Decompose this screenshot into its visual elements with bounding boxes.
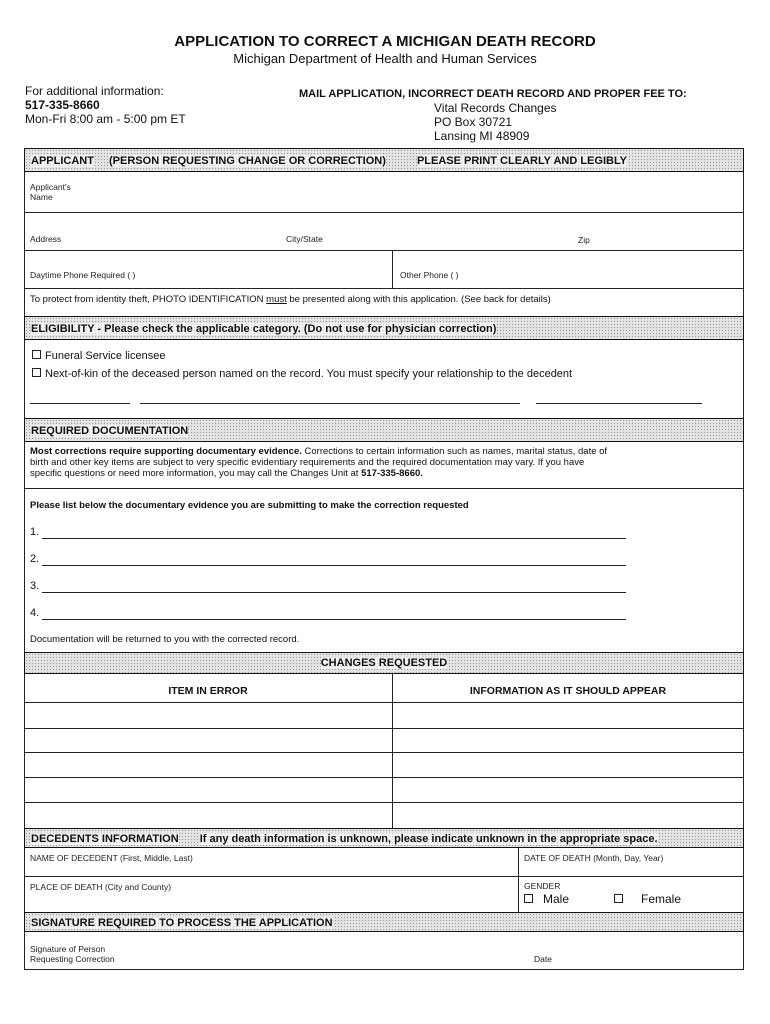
mail-addr-line2: PO Box 30721	[434, 115, 513, 129]
rule	[24, 212, 744, 213]
applicant-name-label-2: Name	[30, 192, 53, 202]
agency-name: Michigan Department of Health and Human Services	[233, 51, 537, 66]
signature-label	[30, 944, 115, 964]
signature-band-text: SIGNATURE REQUIRED TO PROCESS THE APPLICATION	[31, 917, 333, 929]
changes-row[interactable]	[24, 777, 744, 778]
rule	[24, 876, 744, 877]
photo-id-post: be presented along with this application. (See back for details)	[286, 294, 551, 305]
evidence-item-number: 2.	[30, 553, 40, 565]
info-hours: Mon-Fri 8:00 am - 5:00 pm ET	[25, 112, 186, 126]
evidence-line-2[interactable]	[42, 565, 626, 566]
evidence-item-number: 3.	[30, 580, 40, 592]
documentation-para-1: Corrections to certain information such as names, marital status, date of	[301, 446, 608, 457]
mailing-address	[434, 101, 557, 143]
funeral-licensee-checkbox[interactable]	[32, 350, 41, 359]
signature-band	[24, 912, 744, 932]
changes-row[interactable]	[24, 752, 744, 753]
mail-instruction: MAIL APPLICATION, INCORRECT DEATH RECORD AND PROPER FEE TO:	[299, 88, 687, 100]
other-phone-label: Other Phone ( )	[400, 270, 459, 280]
decedent-band-left: DECEDENTS INFORMATION	[31, 833, 179, 845]
relationship-line[interactable]	[536, 403, 702, 404]
date-of-death-label: DATE OF DEATH (Month, Day, Year)	[524, 853, 664, 863]
documentation-return-note: Documentation will be returned to you with the corrected record.	[30, 634, 300, 645]
rule	[392, 250, 393, 288]
applicant-name-label-1: Applicant's	[30, 182, 71, 192]
documentation-para-2: birth and other key items are subject to very specific evidentiary requirements and the required documentation may vary. If you have	[30, 457, 585, 468]
rule	[24, 702, 744, 703]
col-info-should-appear: INFORMATION AS IT SHOULD APPEAR	[469, 685, 667, 697]
female-checkbox[interactable]	[614, 894, 623, 903]
relationship-line[interactable]	[30, 403, 130, 404]
photo-id-must: must	[266, 294, 287, 305]
documentation-paragraph	[30, 446, 742, 479]
gender-label: GENDER	[524, 881, 561, 891]
evidence-line-1[interactable]	[42, 538, 626, 539]
gender-male-option[interactable]	[524, 893, 569, 906]
gender-female-option[interactable]	[614, 893, 681, 906]
form-title: APPLICATION TO CORRECT A MICHIGAN DEATH RECORD	[174, 33, 596, 50]
rule	[392, 674, 393, 828]
eligibility-option-funeral[interactable]	[32, 350, 165, 363]
changes-row[interactable]	[24, 802, 744, 803]
next-of-kin-label: Next-of-kin of the deceased person named on the record. You must specify your relationship to the decedent	[45, 368, 573, 380]
documentation-band-text: REQUIRED DOCUMENTATION	[31, 425, 189, 437]
documentation-band	[24, 418, 744, 442]
photo-id-notice	[30, 294, 551, 305]
changes-band	[24, 652, 744, 674]
decedent-band-right: If any death information is unknown, please indicate unknown in the appropriate space.	[199, 833, 658, 845]
eligibility-band	[24, 316, 744, 340]
info-label: For additional information:	[25, 84, 164, 98]
next-of-kin-checkbox[interactable]	[32, 368, 41, 377]
evidence-list-heading: Please list below the documentary evidence you are submitting to make the correction requested	[30, 500, 469, 511]
female-label: Female	[641, 892, 682, 906]
funeral-licensee-label: Funeral Service licensee	[45, 350, 166, 362]
rule	[518, 848, 519, 912]
applicant-band-right: PLEASE PRINT CLEARLY AND LEGIBLY	[416, 155, 627, 167]
rule	[24, 250, 744, 251]
evidence-item-number: 4.	[30, 607, 40, 619]
signature-label-2: Requesting Correction	[30, 954, 115, 964]
daytime-phone-label: Daytime Phone Required ( )	[30, 270, 136, 280]
applicant-name-label	[30, 182, 71, 202]
rule	[24, 488, 744, 489]
mail-addr-line1: Vital Records Changes	[434, 101, 557, 115]
photo-id-pre: To protect from identity theft, PHOTO IDENTIFICATION	[30, 294, 267, 305]
signature-label-1: Signature of Person	[30, 944, 106, 954]
documentation-para-bold: Most corrections require supporting documentary evidence.	[30, 446, 302, 457]
eligibility-option-next-of-kin[interactable]	[32, 368, 572, 381]
changes-row[interactable]	[24, 728, 744, 729]
mail-addr-line3: Lansing MI 48909	[434, 129, 530, 143]
applicant-band	[24, 148, 744, 172]
decedent-name-label: NAME OF DECEDENT (First, Middle, Last)	[30, 853, 193, 863]
male-checkbox[interactable]	[524, 894, 533, 903]
col-item-in-error: ITEM IN ERROR	[168, 685, 248, 697]
address-label: Address	[30, 234, 62, 244]
eligibility-band-text: ELIGIBILITY - Please check the applicable category. (Do not use for physician correction)	[31, 323, 497, 335]
applicant-band-left: APPLICANT	[31, 155, 94, 167]
relationship-line[interactable]	[140, 403, 520, 404]
applicant-band-middle: (PERSON REQUESTING CHANGE OR CORRECTION)	[109, 155, 386, 167]
contact-info	[25, 84, 186, 126]
documentation-para-3: specific questions or need more information, you may call the Changes Unit at	[30, 468, 362, 479]
evidence-line-4[interactable]	[42, 619, 626, 620]
place-of-death-label: PLACE OF DEATH (City and County)	[30, 882, 172, 892]
male-label: Male	[543, 892, 570, 906]
rule	[24, 288, 744, 289]
changes-band-text: CHANGES REQUESTED	[320, 657, 448, 669]
city-state-label: City/State	[286, 234, 323, 244]
evidence-line-3[interactable]	[42, 592, 626, 593]
evidence-item-number: 1.	[30, 526, 40, 538]
documentation-para-phone: 517-335-8660.	[361, 468, 423, 479]
decedent-band	[24, 828, 744, 848]
info-phone: 517-335-8660	[25, 98, 100, 112]
zip-label: Zip	[578, 235, 590, 245]
signature-date-label: Date	[534, 954, 552, 964]
